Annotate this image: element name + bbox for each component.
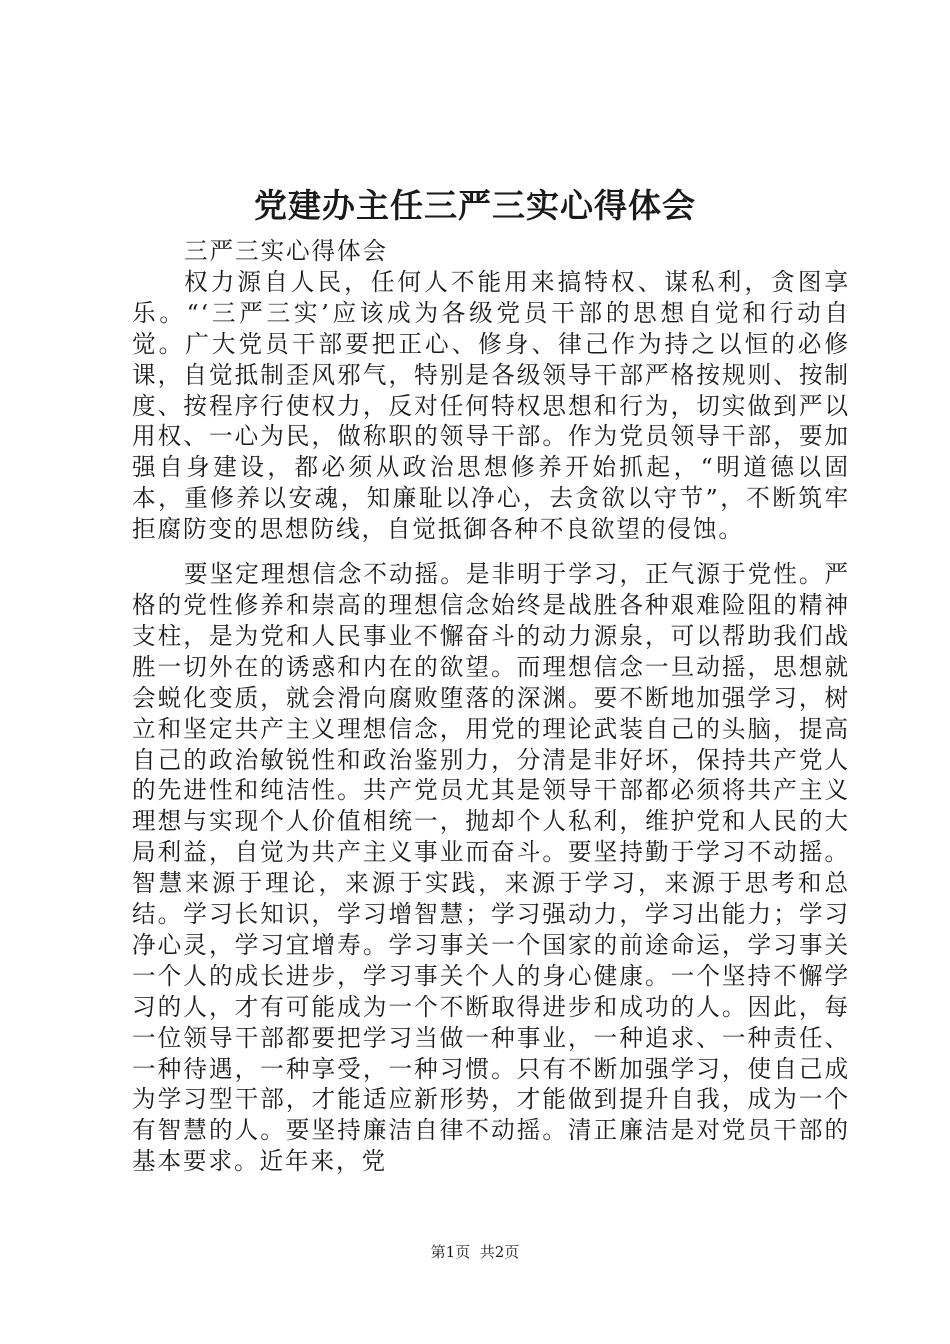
paragraph-1: 权力源自人民，任何人不能用来搞特权、谋私利，贪图享乐。“‘三严三实’应该成为各级党员干部的思想自觉和行动自觉。广大党员干部要把正心、修身、律己作为持之以恒的必修课，自觉抵制歪风邪气，特别是各级领导干部严格按规则、按制度、按程序行使权力，反对任何特权思想和行为，切实做到严以用权、一心为民，做称职的领导干部。作为党员领导干部，要加强自身建设，都必须从政治思想修养开始抓起，“明道德以固本，重修养以安魂，知廉耻以净心，去贪欲以守节”，不断筑牢拒腐防变的思想防线，自觉抵御各种不良欲望的侵蚀。 <box>132 267 850 544</box>
paragraph-subtitle: 三严三实心得体会 <box>184 237 388 265</box>
document-title: 党建办主任三严三实心得体会 <box>254 186 696 225</box>
document-body <box>132 236 850 1177</box>
page-number: 第1页 <box>430 1243 471 1261</box>
paragraph-2: 要坚定理想信念不动摇。是非明于学习，正气源于党性。严格的党性修养和崇高的理想信念始终是战胜各种艰难险阻的精神支柱，是为党和人民事业不懈奋斗的动力源泉，可以帮助我们战胜一切外在的诱惑和内在的欲望。而理想信念一旦动摇，思想就会蜕化变质，就会滑向腐败堕落的深渊。要不断地加强学习，树立和坚定共产主义理想信念，用党的理论武装自己的头脑，提高自己的政治敏锐性和政治鉴别力，分清是非好坏，保持共产党人的先进性和纯洁性。共产党员尤其是领导干部都必须将共产主义理想与实现个人价值相统一，抛却个人私利，维护党和人民的大局利益，自觉为共产主义事业而奋斗。要坚持勤于学习不动摇。智慧来源于理论，来源于实践，来源于学习，来源于思考和总结。学习长知识，学习增智慧；学习强动力，学习出能力；学习净心灵，学习宜增寿。学习事关一个国家的前途命运，学习事关一个人的成长进步，学习事关个人的身心健康。一个坚持不懈学习的人，才有可能成为一个不断取得进步和成功的人。因此，每一位领导干部都要把学习当做一种事业，一种追求、一种责任、一种待遇，一种享受，一种习惯。只有不断加强学习，使自己成为学习型干部，才能适应新形势，才能做到提升自我，成为一个有智慧的人。要坚持廉洁自律不动摇。清正廉洁是对党员干部的基本要求。近年来，党 <box>132 560 850 1176</box>
page-total: 共2页 <box>479 1243 520 1261</box>
page-footer <box>0 1240 950 1264</box>
